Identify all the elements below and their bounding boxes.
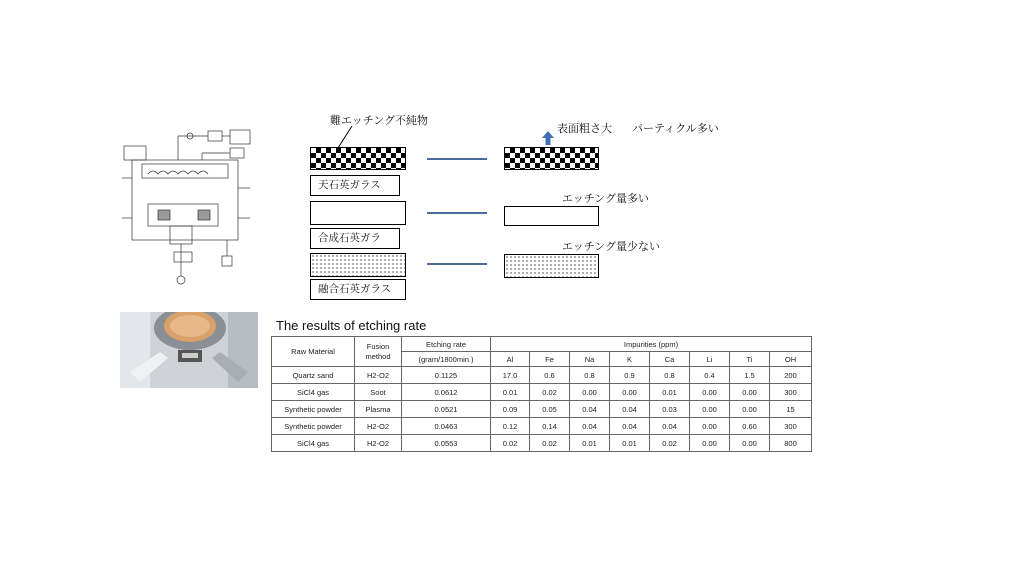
impurity-cell: 0.01 (491, 384, 530, 401)
impurity-cell: 0.8 (650, 367, 690, 384)
more-etching-label: エッチング量多い (562, 192, 650, 205)
chamber-photo (120, 312, 258, 388)
table-body (272, 367, 812, 452)
impurity-cell: 0.00 (610, 384, 650, 401)
impurity-cell: 0.00 (730, 435, 770, 452)
rate-cell: 0.0553 (402, 435, 491, 452)
process-line-2 (427, 212, 487, 214)
etching-unit-header: (gram/1800min.) (402, 352, 491, 367)
impurity-cell: 0.4 (690, 367, 730, 384)
impurity-cell: 0.00 (690, 418, 730, 435)
impurity-cell: 0.04 (650, 418, 690, 435)
element-header: K (610, 352, 650, 367)
impurity-cell: 0.02 (530, 384, 570, 401)
impurity-cell: 300 (770, 384, 812, 401)
element-header: Al (491, 352, 530, 367)
rate-cell: 0.1125 (402, 367, 491, 384)
element-header: Fe (530, 352, 570, 367)
impurity-cell: 0.00 (570, 384, 610, 401)
particle-text: パーティクル多い (632, 122, 719, 135)
impurity-cell: 0.01 (570, 435, 610, 452)
synthetic-quartz-slab (310, 201, 406, 225)
impurity-cell: 0.01 (610, 435, 650, 452)
etching-rate-header: Etching rate (402, 337, 491, 352)
element-header: Li (690, 352, 730, 367)
etched-natural-slab (504, 147, 599, 170)
table-row (272, 384, 812, 401)
impurity-cell: 0.03 (650, 401, 690, 418)
impurity-cell: 0.02 (530, 435, 570, 452)
impurity-cell: 0.9 (610, 367, 650, 384)
impurity-cell: 800 (770, 435, 812, 452)
impurity-cell: 0.6 (530, 367, 570, 384)
table-row (272, 401, 812, 418)
roughness-label (557, 122, 719, 136)
rate-cell: 0.0612 (402, 384, 491, 401)
etched-synthetic-slab (504, 206, 599, 226)
method-cell: H2-O2 (355, 435, 402, 452)
material-cell: Synthetic powder (272, 401, 355, 418)
raw-material-header: Raw Material (272, 337, 355, 367)
element-header: Ca (650, 352, 690, 367)
rate-cell: 0.0521 (402, 401, 491, 418)
table-row (272, 367, 812, 384)
impurity-cell: 17.0 (491, 367, 530, 384)
impurity-cell: 300 (770, 418, 812, 435)
material-cell: SiCl4 gas (272, 435, 355, 452)
increase-arrow-icon (541, 130, 555, 146)
impurity-cell: 0.01 (650, 384, 690, 401)
impurities-header: Impurities (ppm) (491, 337, 812, 352)
natural-quartz-label: 天石英ガラス (310, 175, 400, 196)
fusion-method-header: Fusion method (355, 337, 402, 367)
etched-fused-slab (504, 254, 599, 278)
apparatus-schematic (118, 118, 256, 296)
table-row (272, 418, 812, 435)
impurity-cell: 0.8 (570, 367, 610, 384)
roughness-text: 表面粗さ大 (557, 122, 612, 135)
material-cell: Synthetic powder (272, 418, 355, 435)
method-cell: H2-O2 (355, 418, 402, 435)
fused-quartz-label: 融合石英ガラス (310, 279, 406, 300)
method-cell: H2-O2 (355, 367, 402, 384)
fused-quartz-slab (310, 253, 406, 277)
element-header: OH (770, 352, 812, 367)
material-cell: SiCl4 gas (272, 384, 355, 401)
table-row (272, 435, 812, 452)
material-cell: Quartz sand (272, 367, 355, 384)
impurity-cell: 0.00 (690, 435, 730, 452)
impurity-cell: 0.02 (491, 435, 530, 452)
method-cell: Plasma (355, 401, 402, 418)
impurity-cell: 0.12 (491, 418, 530, 435)
impurity-cell: 200 (770, 367, 812, 384)
results-title: The results of etching rate (276, 318, 427, 333)
results-table (271, 336, 812, 452)
impurity-cell: 0.04 (610, 418, 650, 435)
impurity-cell: 0.00 (690, 384, 730, 401)
impurity-cell: 15 (770, 401, 812, 418)
impurity-label: 難エッチング不純物 (330, 114, 429, 127)
impurity-cell: 0.00 (690, 401, 730, 418)
impurity-cell: 0.00 (730, 401, 770, 418)
impurity-cell: 0.04 (610, 401, 650, 418)
method-cell: Soot (355, 384, 402, 401)
synthetic-quartz-label: 合成石英ガラ (310, 228, 400, 249)
impurity-cell: 0.60 (730, 418, 770, 435)
natural-quartz-slab (310, 147, 406, 170)
impurity-cell: 0.04 (570, 401, 610, 418)
impurity-cell: 0.04 (570, 418, 610, 435)
impurity-cell: 0.09 (491, 401, 530, 418)
impurity-cell: 0.14 (530, 418, 570, 435)
impurity-cell: 1.5 (730, 367, 770, 384)
process-line-3 (427, 263, 487, 265)
rate-cell: 0.0463 (402, 418, 491, 435)
element-header: Ti (730, 352, 770, 367)
element-header: Na (570, 352, 610, 367)
impurity-cell: 0.02 (650, 435, 690, 452)
less-etching-label: エッチング量少ない (562, 240, 661, 253)
impurity-cell: 0.00 (730, 384, 770, 401)
impurity-cell: 0.05 (530, 401, 570, 418)
process-line-1 (427, 158, 487, 160)
